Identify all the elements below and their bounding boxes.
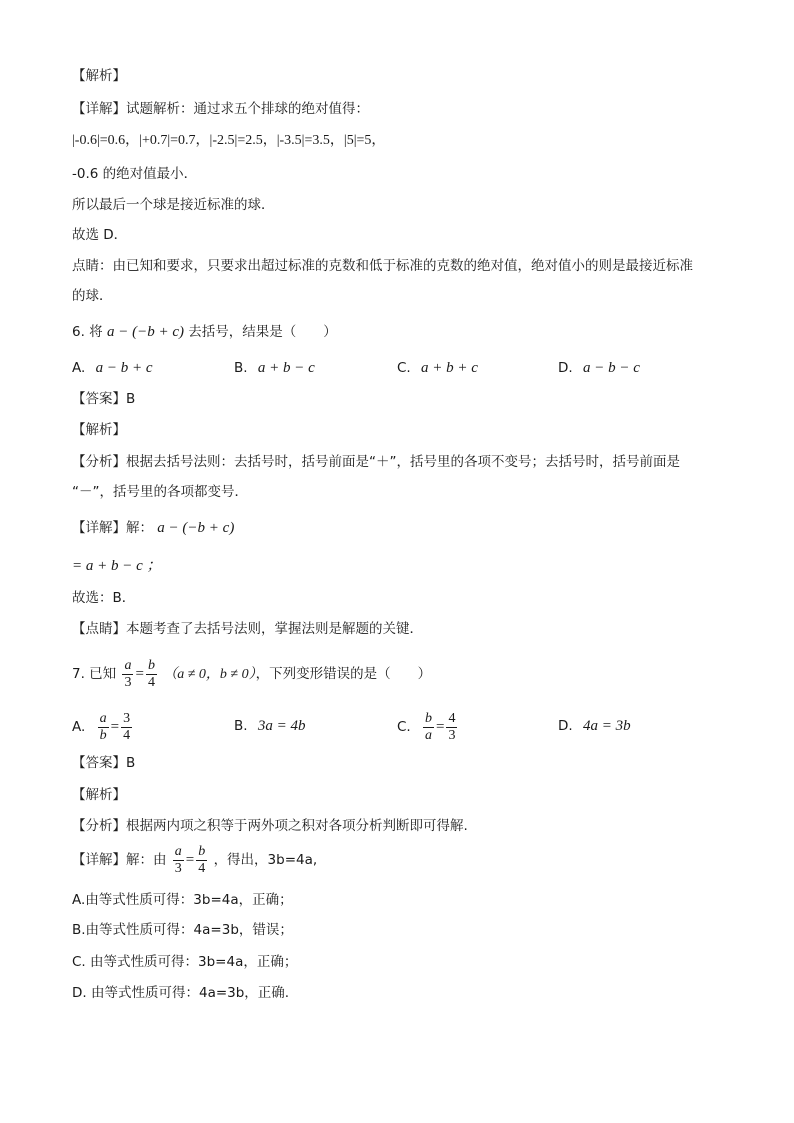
q6-option-a-text: a − b + c <box>95 360 153 376</box>
q5-dianjing-line1: 点睛：由已知和要求，只要求出超过标准的克数和低于标准的克数的绝对值，绝对值小的则是最接近标准 <box>72 258 693 274</box>
q7-detail-prefix: 【详解】解：由 <box>72 852 167 868</box>
q5-conclusion: 所以最后一个球是接近标准的球． <box>72 197 275 213</box>
q5-jiexi-heading: 【解析】 <box>72 68 126 84</box>
q7-option-d-label: D. <box>558 718 573 734</box>
q7-option-d <box>558 716 631 736</box>
q5-abs-values: |-0.6|=0.6，|+0.7|=0.7，|-2.5|=2.5，|-3.5|=3.5，|5|=5， <box>72 133 386 148</box>
q7-option-b-label: B. <box>234 718 248 734</box>
q6-option-a-label: A. <box>72 360 86 376</box>
q7-option-b <box>234 716 305 736</box>
q6-final-answer: 故选：B． <box>72 590 136 606</box>
q6-stem <box>72 322 337 342</box>
q7-stem-rest: ，下列变形错误的是（ ） <box>255 666 432 682</box>
q6-analysis-line1: 【分析】根据去括号法则：去括号时，括号前面是“＋”，括号里的各项不变号；去括号时，括号前面是 <box>72 454 680 470</box>
q6-option-c <box>397 358 478 378</box>
q5-detail-intro: 【详解】试题解析：通过求五个排球的绝对值得： <box>72 101 369 117</box>
q5-smallest: -0.6 的绝对值最小． <box>72 166 198 182</box>
q7-option-a: A. $\frac{a}{b}$ = $\frac{3}{4}$ <box>72 710 131 743</box>
q7-condition: （a ≠ 0，b ≠ 0） <box>163 667 256 682</box>
q7-stem: 7. 已知 $\frac{a}{3}$ = $\frac{b}{4}$ （a ≠ 0，b ≠ 0），下列变形错误的是（ ） <box>72 657 432 690</box>
q6-jiexi-heading: 【解析】 <box>72 422 126 438</box>
q6-option-b-label: B. <box>234 360 248 376</box>
q7-step-c: C. 由等式性质可得：3b=4a，正确； <box>72 954 298 970</box>
q6-option-a <box>72 358 153 378</box>
q7-option-a-label: A. <box>72 719 86 735</box>
q7-option-c: C. $\frac{b}{a}$ = $\frac{4}{3}$ <box>397 710 456 743</box>
q6-detail <box>72 518 234 538</box>
q7-step-a: A.由等式性质可得：3b=4a，正确； <box>72 892 293 908</box>
q7-detail: 【详解】解：由 $\frac{a}{3}$ = $\frac{b}{4}$ ，得出，3b=4a, <box>72 843 318 876</box>
q6-option-d <box>558 358 640 378</box>
q6-option-b-text: a + b − c <box>257 360 315 376</box>
q7-number: 7. 已知 <box>72 666 117 682</box>
q6-detail-prefix: 【详解】解： <box>72 520 153 536</box>
q7-option-c-label: C. <box>397 719 411 735</box>
q6-answer-tag: 【答案】B <box>72 391 136 407</box>
q6-option-c-label: C. <box>397 360 411 376</box>
q6-option-c-text: a + b + c <box>421 360 478 376</box>
q7-jiexi-heading: 【解析】 <box>72 787 126 803</box>
q6-result-expr: = a + b − c ； <box>72 558 162 574</box>
q6-option-d-text: a − b − c <box>582 360 640 376</box>
q6-dianjing: 【点睛】本题考查了去括号法则，掌握法则是解题的关键． <box>72 621 423 637</box>
q6-option-d-label: D. <box>558 360 573 376</box>
q7-option-d-text: 4a = 3b <box>582 718 631 734</box>
q7-detail-rest: ，得出，3b=4a, <box>213 852 318 868</box>
q6-expression: a − (−b + c) <box>106 324 184 340</box>
q6-stem-rest: 去括号，结果是（ ） <box>188 324 337 340</box>
q5-answer: 故选 D． <box>72 227 128 243</box>
q6-result <box>72 556 162 576</box>
q7-step-d: D. 由等式性质可得：4a=3b，正确. <box>72 985 290 1001</box>
q6-number: 6. 将 <box>72 324 103 340</box>
q7-option-b-text: 3a = 4b <box>257 718 306 734</box>
q6-detail-expr: a − (−b + c) <box>157 520 235 536</box>
q7-analysis: 【分析】根据两内项之积等于两外项之积对各项分析判断即可得解. <box>72 818 468 834</box>
q7-step-b: B.由等式性质可得：4a=3b，错误； <box>72 922 293 938</box>
q6-option-b <box>234 358 315 378</box>
q6-analysis-line2: “－”，括号里的各项都变号． <box>72 484 248 500</box>
q7-fraction-b-over-4: $\frac{b}{4}$ <box>147 657 155 690</box>
q7-fraction-a-over-3: $\frac{a}{3}$ <box>124 657 132 690</box>
q7-answer-tag: 【答案】B <box>72 755 136 771</box>
q5-dianjing-line2: 的球． <box>72 288 113 304</box>
